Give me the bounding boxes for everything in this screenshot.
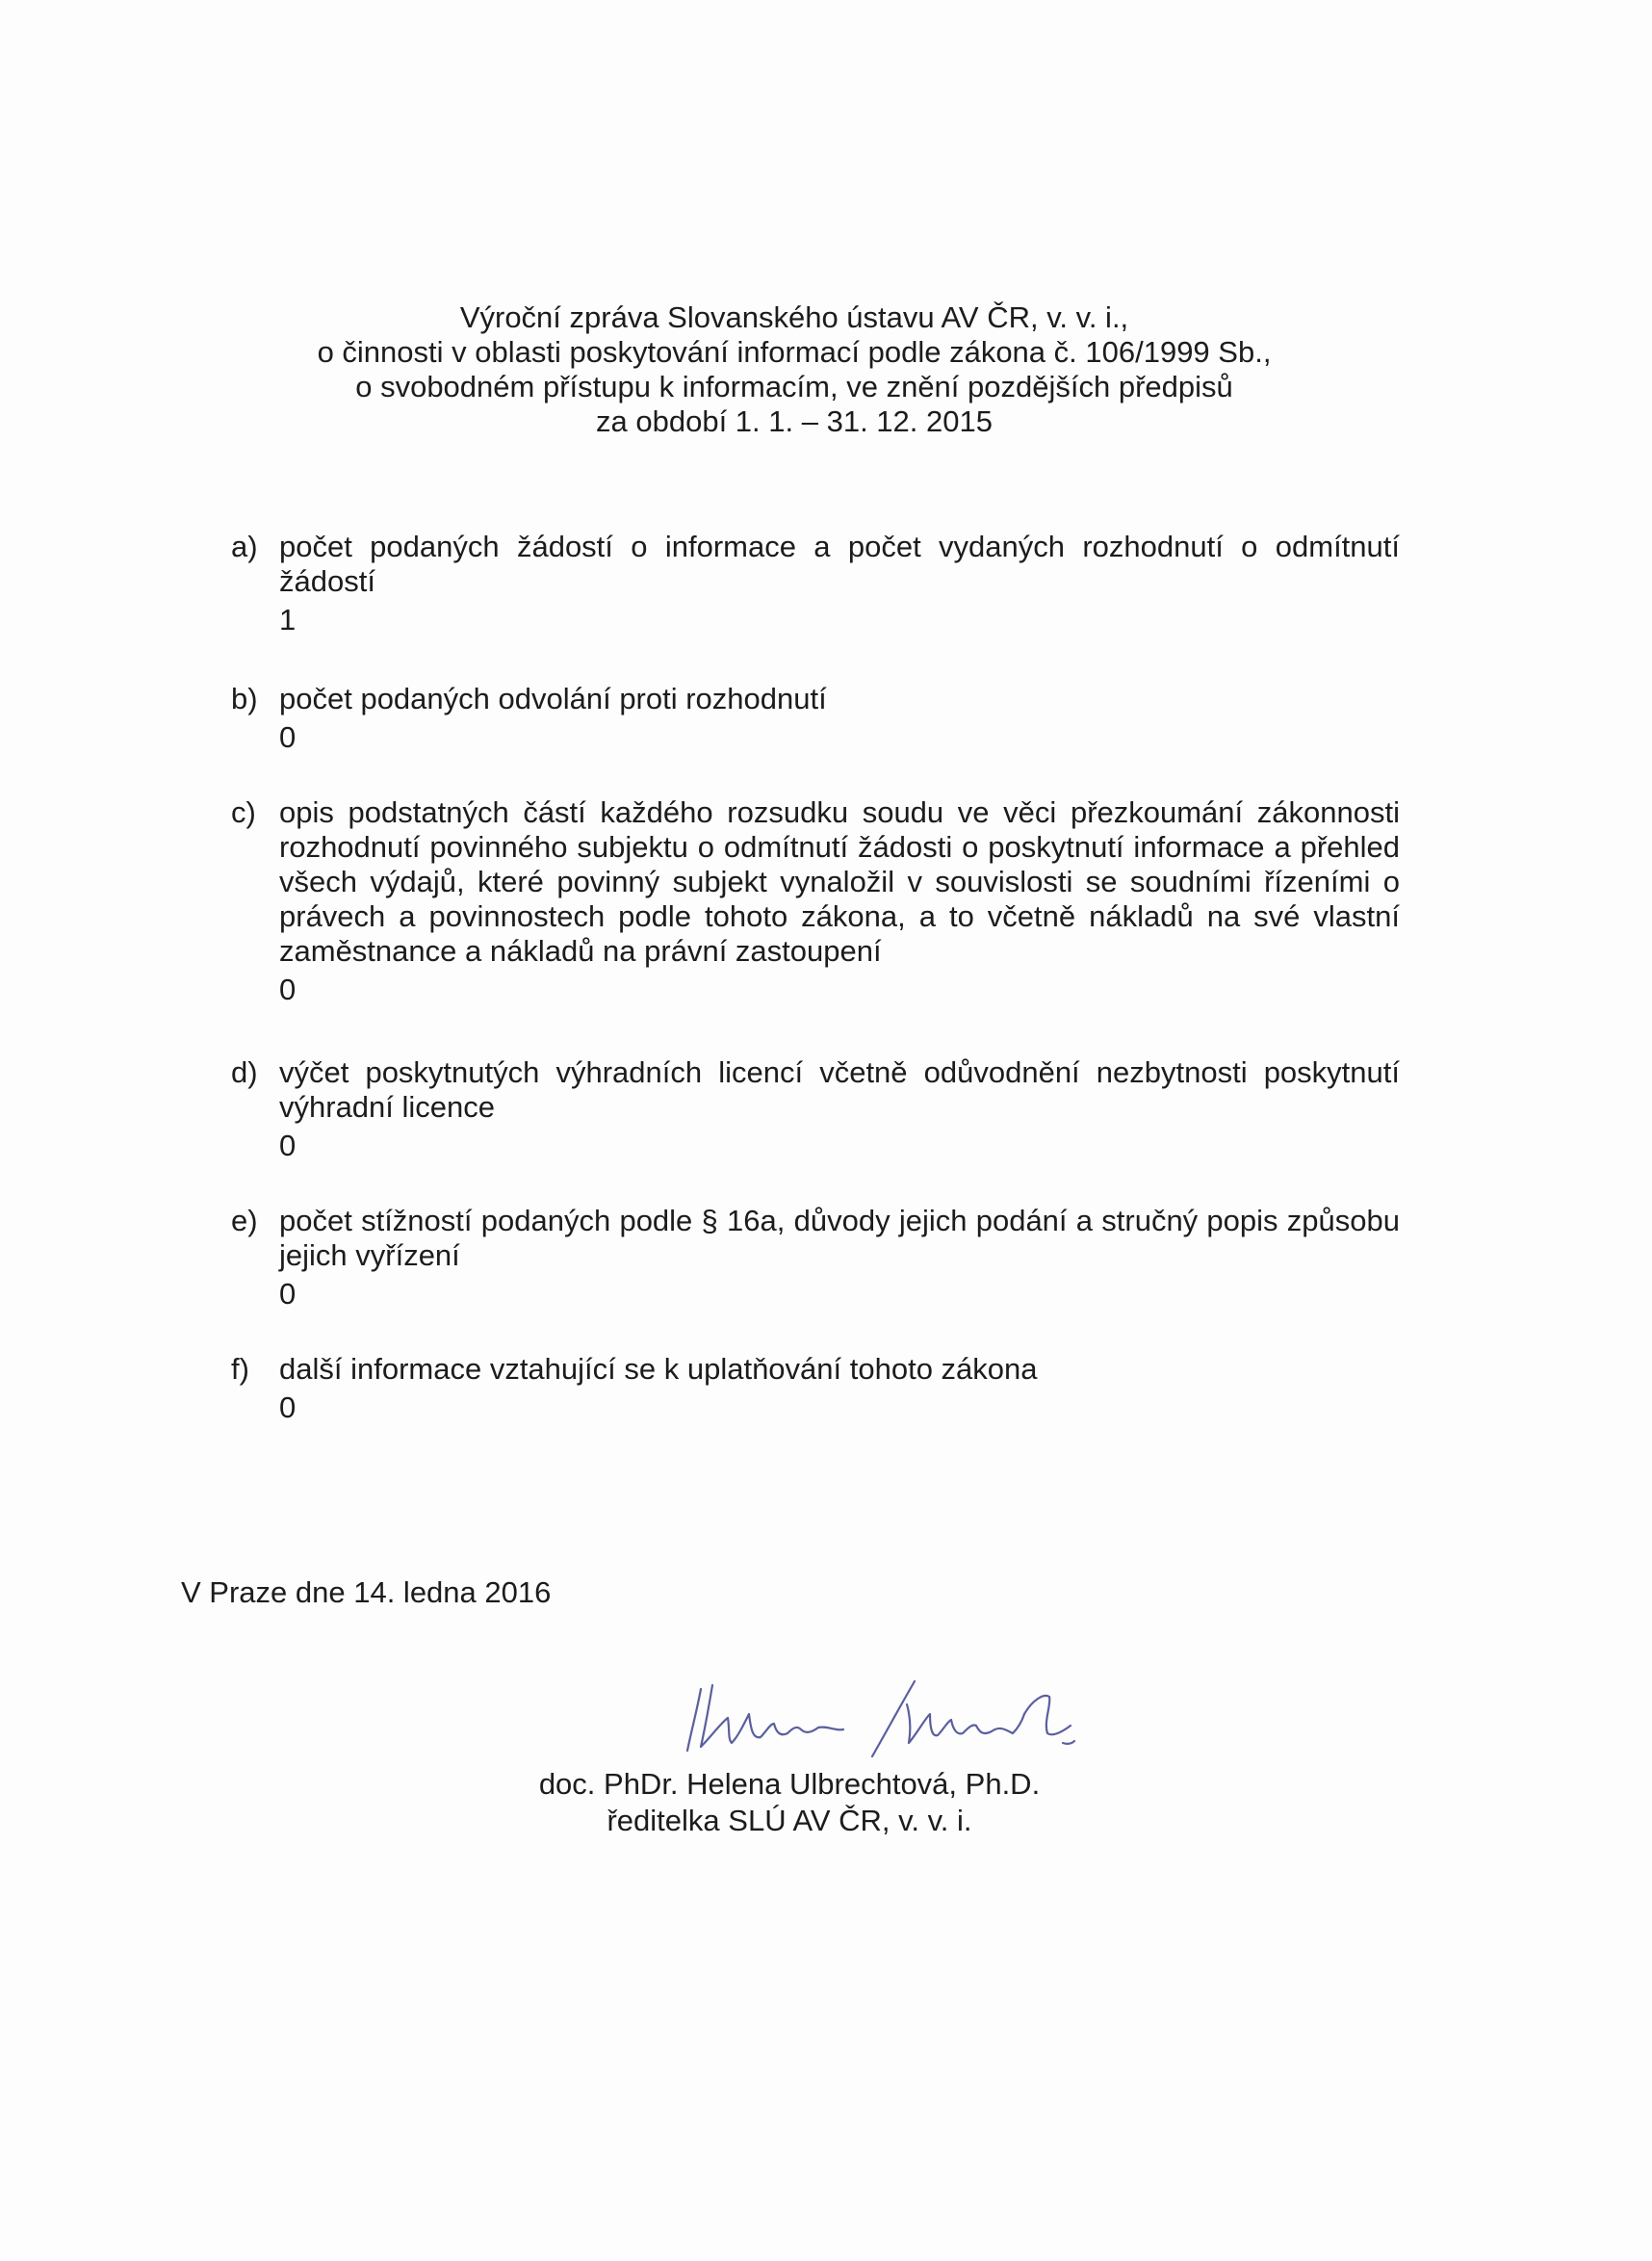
report-item-e [231,1204,1400,1312]
date-line: V Praze dne 14. ledna 2016 [181,1575,552,1609]
title-line-4: za období 1. 1. – 31. 12. 2015 [596,404,993,438]
report-item-c [231,795,1400,1007]
item-letter: a) [231,530,258,563]
title-line-3: o svobodném přístupu k informacím, ve znění pozdějších předpisů [355,370,1233,403]
signer-block [0,1766,1579,1839]
item-letter: d) [231,1055,258,1089]
item-text: další informace vztahující se k uplatňování tohoto zákona [279,1352,1038,1386]
item-letter: b) [231,682,258,715]
document-title [0,300,1588,439]
item-value: 0 [279,1129,297,1162]
item-text: počet podaných odvolání proti rozhodnutí [279,682,827,715]
item-text: počet stížností podaných podle § 16a, důvody jejich podání a stručný popis způsobu jejich vyřízení [279,1204,1400,1272]
report-item-a [231,530,1400,637]
item-value: 0 [279,1390,297,1424]
item-value: 1 [279,603,297,637]
item-value: 0 [279,1277,297,1311]
signer-name: doc. PhDr. Helena Ulbrechtová, Ph.D. [538,1767,1041,1801]
report-item-f [231,1352,1400,1425]
signer-position: ředitelka SLÚ AV ČR, v. v. i. [607,1804,972,1837]
item-value: 0 [279,720,297,754]
item-value: 0 [279,973,297,1006]
report-item-d [231,1055,1400,1163]
title-line-1: Výroční zpráva Slovanského ústavu AV ČR, v. v. i., [459,300,1129,334]
item-text: počet podaných žádostí o informace a počet vydaných rozhodnutí o odmítnutí žádostí [279,530,1400,598]
item-text: výčet poskytnutých výhradních licencí včetně odůvodnění nezbytnosti poskytnutí výhradní licence [279,1055,1400,1124]
handwritten-signature [674,1676,1155,1762]
report-item-b [231,682,1400,755]
item-text: opis podstatných částí každého rozsudku soudu ve věci přezkoumání zákonnosti rozhodnutí povinného subjektu o odmítnutí žádosti o poskytnutí informace a přehled všech výdajů, které povinný subjekt vynaložil v souvislosti se soudními řízeními o právech a povinnostech podle tohoto zákona, a to včetně nákladů na své vlastní zaměstnance a nákladů na právní zastoupení [279,795,1400,968]
item-letter: e) [231,1204,258,1237]
item-letter: f) [231,1352,249,1386]
item-letter: c) [231,795,256,829]
title-line-2: o činnosti v oblasti poskytování informací podle zákona č. 106/1999 Sb., [317,335,1272,369]
